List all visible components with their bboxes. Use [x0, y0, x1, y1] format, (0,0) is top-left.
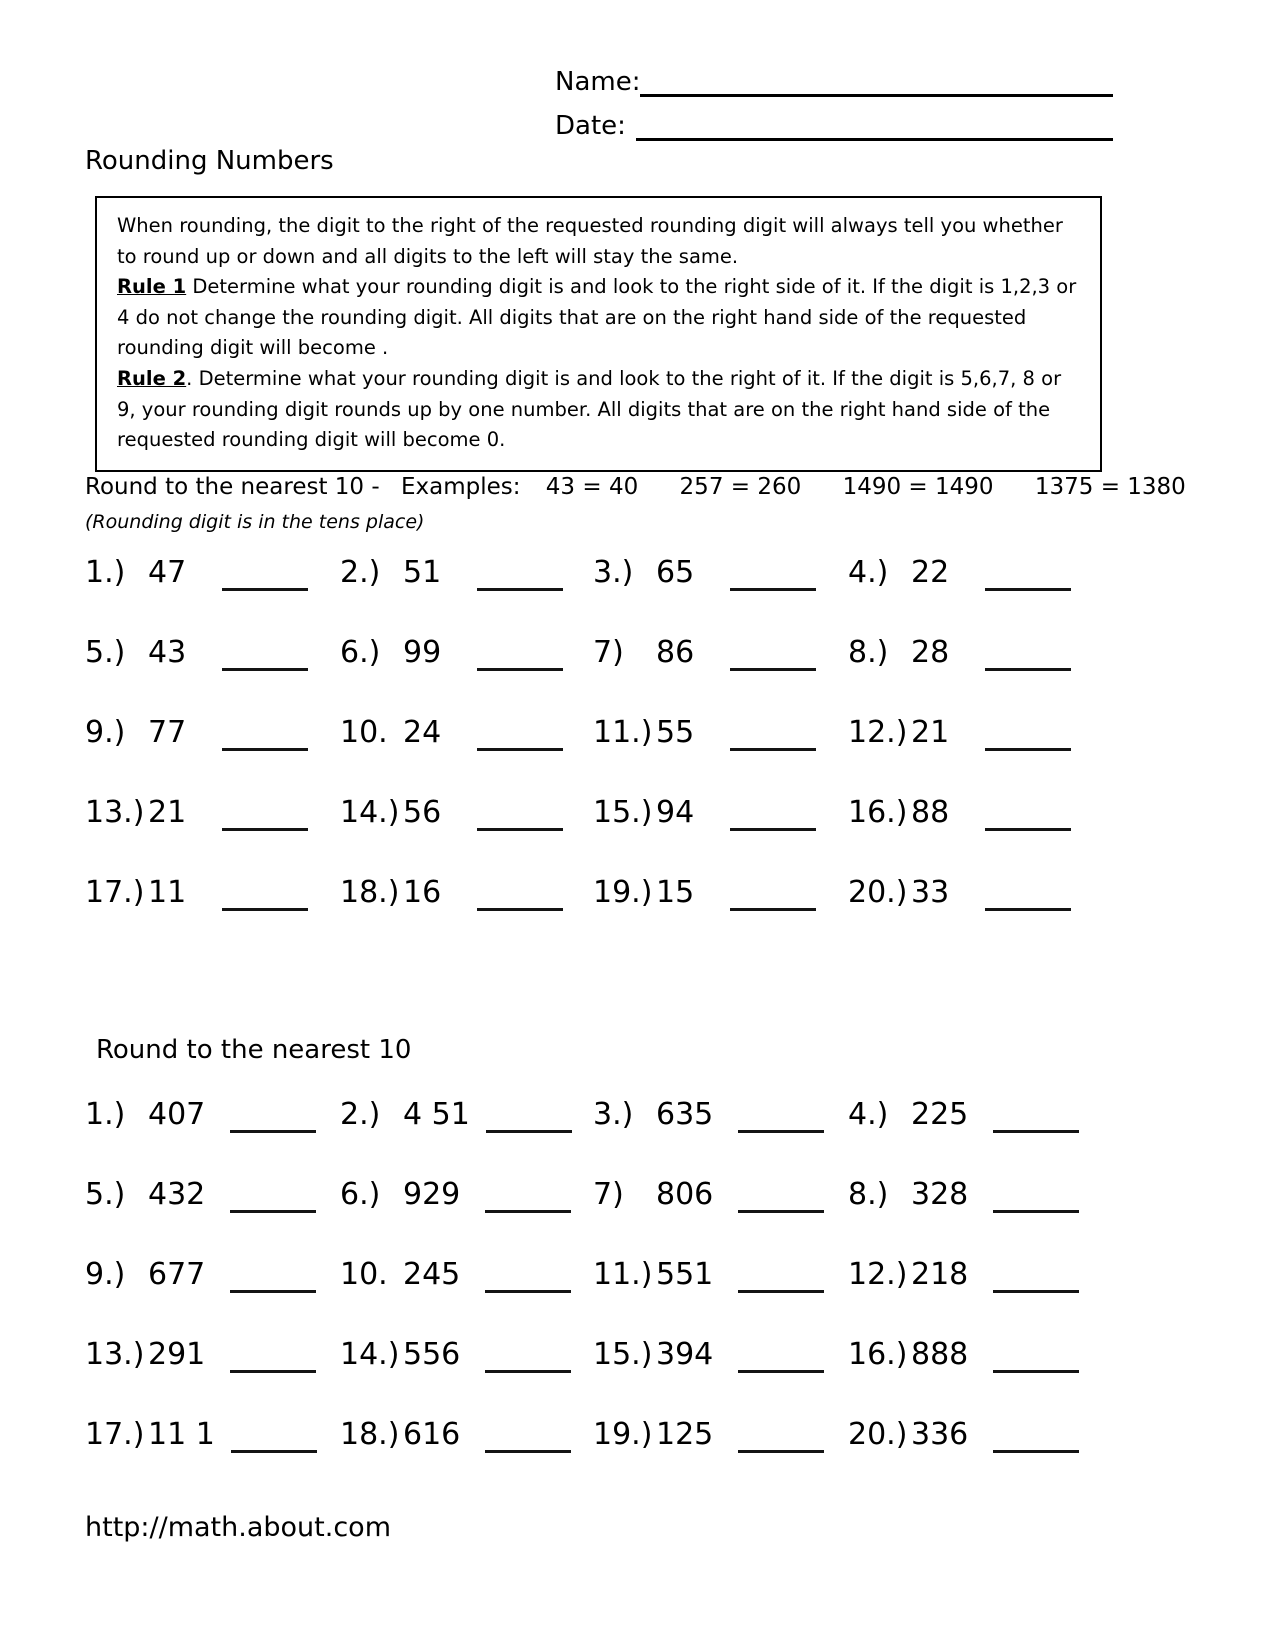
answer-blank [985, 588, 1071, 591]
problem-number: 15.) [593, 795, 653, 830]
rules-box [95, 196, 1102, 472]
problem [593, 1338, 848, 1418]
problem-row [85, 796, 1195, 876]
answer-blank [993, 1290, 1079, 1293]
problem [340, 716, 593, 796]
problem-row [85, 1418, 1195, 1498]
problem-value: 77 [148, 715, 187, 750]
problem-value: 929 [403, 1177, 461, 1212]
problem-value: 4 51 [403, 1097, 470, 1132]
problem [85, 1098, 340, 1178]
problem-number: 12.) [848, 715, 908, 750]
problem [593, 876, 848, 956]
problem-value: 43 [148, 635, 187, 670]
problem-number: 19.) [593, 1417, 653, 1452]
answer-blank [222, 748, 308, 751]
answer-blank [738, 1130, 824, 1133]
answer-blank [485, 1290, 571, 1293]
problem-number: 3.) [593, 555, 634, 590]
problem-row [85, 716, 1195, 796]
problem-number: 4.) [848, 555, 889, 590]
example-item: 43 = 40 [545, 474, 639, 500]
answer-blank [993, 1370, 1079, 1373]
problem-number: 7) [593, 1177, 624, 1212]
rule-1 [117, 272, 1080, 364]
section2-heading: Round to the nearest 10 [96, 1035, 412, 1065]
problem [340, 1178, 593, 1258]
answer-blank [738, 1370, 824, 1373]
problem-number: 20.) [848, 1417, 908, 1452]
problem [85, 716, 340, 796]
problem-number: 9.) [85, 715, 126, 750]
problem-number: 16.) [848, 1337, 908, 1372]
answer-blank [477, 588, 563, 591]
problem-number: 3.) [593, 1097, 634, 1132]
problem-row [85, 1098, 1195, 1178]
rule-2-text: . Determine what your rounding digit is and look to the right of it. If the digit is 5,6,7, 8 or 9, your rounding digit rounds up by one number. All digits that are on the right hand side of the requested rounding digit will become 0. [117, 367, 1062, 452]
problem [593, 716, 848, 796]
problem-value: 88 [911, 795, 950, 830]
answer-blank [993, 1450, 1079, 1453]
problem-value: 245 [403, 1257, 461, 1292]
section1-heading: Round to the nearest 10 - [85, 474, 380, 500]
answer-blank [231, 1450, 317, 1453]
problem-value: 21 [148, 795, 187, 830]
answer-blank [985, 748, 1071, 751]
section1-subheading: (Rounding digit is in the tens place) [85, 511, 425, 533]
problem-value: 28 [911, 635, 950, 670]
answer-blank [985, 668, 1071, 671]
problem [340, 636, 593, 716]
problem-value: 21 [911, 715, 950, 750]
problem-value: 407 [148, 1097, 206, 1132]
problem [593, 636, 848, 716]
answer-blank [485, 1450, 571, 1453]
problem-number: 2.) [340, 555, 381, 590]
problem-number: 17.) [85, 1417, 145, 1452]
problem [593, 1098, 848, 1178]
problem [848, 1338, 1195, 1418]
section1-problems [85, 556, 1195, 956]
answer-blank [985, 908, 1071, 911]
problem-value: 55 [656, 715, 695, 750]
answer-blank [477, 828, 563, 831]
problem-row [85, 1338, 1195, 1418]
problem-row [85, 876, 1195, 956]
problem [340, 1098, 593, 1178]
date-blank-line [636, 108, 1113, 141]
example-item: 257 = 260 [679, 474, 802, 500]
problem-number: 9.) [85, 1257, 126, 1292]
date-label: Date: [555, 111, 626, 141]
problem [593, 796, 848, 876]
answer-blank [730, 668, 816, 671]
problem [848, 796, 1195, 876]
problem-number: 7) [593, 635, 624, 670]
problem-value: 99 [403, 635, 442, 670]
problem-number: 17.) [85, 875, 145, 910]
answer-blank [485, 1210, 571, 1213]
problem-value: 328 [911, 1177, 969, 1212]
problem-number: 4.) [848, 1097, 889, 1132]
answer-blank [230, 1290, 316, 1293]
problem [593, 1258, 848, 1338]
problem [85, 796, 340, 876]
problem-number: 13.) [85, 795, 145, 830]
problem-value: 24 [403, 715, 442, 750]
problem-number: 12.) [848, 1257, 908, 1292]
problem-number: 2.) [340, 1097, 381, 1132]
problem-number: 10. [340, 1257, 388, 1292]
answer-blank [730, 908, 816, 911]
problem-value: 65 [656, 555, 695, 590]
problem-number: 6.) [340, 635, 381, 670]
problem-value: 225 [911, 1097, 969, 1132]
example-item: 1375 = 1380 [1034, 474, 1186, 500]
problem-value: 551 [656, 1257, 714, 1292]
problem [85, 636, 340, 716]
problem-number: 20.) [848, 875, 908, 910]
problem-value: 16 [403, 875, 442, 910]
rule-1-text: Determine what your rounding digit is and look to the right side of it. If the digit is 1,2,3 or 4 do not change the rounding digit. All digits that are on the right hand side of the requested rounding digit will become . [117, 275, 1077, 360]
section1-heading-row [85, 474, 1185, 500]
problem-value: 94 [656, 795, 695, 830]
rules-intro: When rounding, the digit to the right of the requested rounding digit will always tell you whether to round up or down and all digits to the left will stay the same. [117, 214, 1063, 268]
answer-blank [730, 588, 816, 591]
problem-value: 22 [911, 555, 950, 590]
source-url: http://math.about.com [85, 1512, 391, 1543]
answer-blank [477, 908, 563, 911]
problem [593, 1418, 848, 1498]
problem-value: 432 [148, 1177, 206, 1212]
problem-value: 11 1 [148, 1417, 215, 1452]
answer-blank [230, 1130, 316, 1133]
rule-1-label: Rule 1 [117, 275, 187, 299]
answer-blank [738, 1210, 824, 1213]
problem-value: 51 [403, 555, 442, 590]
answer-blank [730, 748, 816, 751]
answer-blank [985, 828, 1071, 831]
answer-blank [485, 1370, 571, 1373]
answer-blank [222, 588, 308, 591]
problem-number: 19.) [593, 875, 653, 910]
problem [848, 1258, 1195, 1338]
answer-blank [486, 1130, 572, 1133]
problem-value: 394 [656, 1337, 714, 1372]
answer-blank [222, 828, 308, 831]
problem [85, 1418, 340, 1498]
problem-number: 18.) [340, 1417, 400, 1452]
problem-value: 56 [403, 795, 442, 830]
name-blank-line [640, 64, 1113, 97]
problem [85, 1338, 340, 1418]
answer-blank [738, 1290, 824, 1293]
answer-blank [993, 1210, 1079, 1213]
page-title: Rounding Numbers [85, 146, 334, 176]
problem-value: 47 [148, 555, 187, 590]
problem-value: 291 [148, 1337, 206, 1372]
name-date-block [555, 60, 1113, 141]
answer-blank [730, 828, 816, 831]
problem [848, 716, 1195, 796]
problem-number: 13.) [85, 1337, 145, 1372]
problem-number: 1.) [85, 555, 126, 590]
problem [848, 556, 1195, 636]
problem [85, 876, 340, 956]
problem-row [85, 1258, 1195, 1338]
problem [340, 1418, 593, 1498]
problem-value: 677 [148, 1257, 206, 1292]
problem-value: 218 [911, 1257, 969, 1292]
answer-blank [738, 1450, 824, 1453]
problem-number: 5.) [85, 635, 126, 670]
problem-value: 556 [403, 1337, 461, 1372]
answer-blank [222, 668, 308, 671]
rule-2-label: Rule 2 [117, 367, 187, 391]
problem-number: 5.) [85, 1177, 126, 1212]
section2-problems [85, 1098, 1195, 1498]
problem-number: 1.) [85, 1097, 126, 1132]
problem [340, 876, 593, 956]
problem-value: 888 [911, 1337, 969, 1372]
problem-number: 8.) [848, 1177, 889, 1212]
problem-number: 6.) [340, 1177, 381, 1212]
answer-blank [993, 1130, 1079, 1133]
problem-row [85, 556, 1195, 636]
problem [340, 796, 593, 876]
problem-number: 11.) [593, 715, 653, 750]
problem [848, 1178, 1195, 1258]
problem [848, 876, 1195, 956]
problem-value: 11 [148, 875, 187, 910]
problem [85, 1178, 340, 1258]
problem-value: 125 [656, 1417, 714, 1452]
name-field-row [555, 60, 1113, 97]
problem-number: 15.) [593, 1337, 653, 1372]
problem-value: 806 [656, 1177, 714, 1212]
example-item: 1490 = 1490 [842, 474, 994, 500]
problem-number: 14.) [340, 795, 400, 830]
name-label: Name: [555, 67, 641, 97]
problem-value: 336 [911, 1417, 969, 1452]
problem-value: 616 [403, 1417, 461, 1452]
problem [340, 556, 593, 636]
problem-row [85, 1178, 1195, 1258]
problem [593, 556, 848, 636]
problem [848, 636, 1195, 716]
problem [85, 556, 340, 636]
problem-value: 635 [656, 1097, 714, 1132]
answer-blank [230, 1210, 316, 1213]
problem [848, 1098, 1195, 1178]
problem-number: 16.) [848, 795, 908, 830]
problem-number: 18.) [340, 875, 400, 910]
problem-number: 8.) [848, 635, 889, 670]
problem-value: 33 [911, 875, 950, 910]
problem-number: 10. [340, 715, 388, 750]
problem-number: 14.) [340, 1337, 400, 1372]
examples-label: Examples: [400, 474, 521, 500]
problem [85, 1258, 340, 1338]
problem [340, 1258, 593, 1338]
problem-value: 86 [656, 635, 695, 670]
date-field-row [555, 104, 1113, 141]
problem-value: 15 [656, 875, 695, 910]
problem-row [85, 636, 1195, 716]
answer-blank [222, 908, 308, 911]
answer-blank [477, 748, 563, 751]
answer-blank [230, 1370, 316, 1373]
problem-number: 11.) [593, 1257, 653, 1292]
rule-2 [117, 364, 1080, 456]
problem [848, 1418, 1195, 1498]
problem [593, 1178, 848, 1258]
problem [340, 1338, 593, 1418]
answer-blank [477, 668, 563, 671]
